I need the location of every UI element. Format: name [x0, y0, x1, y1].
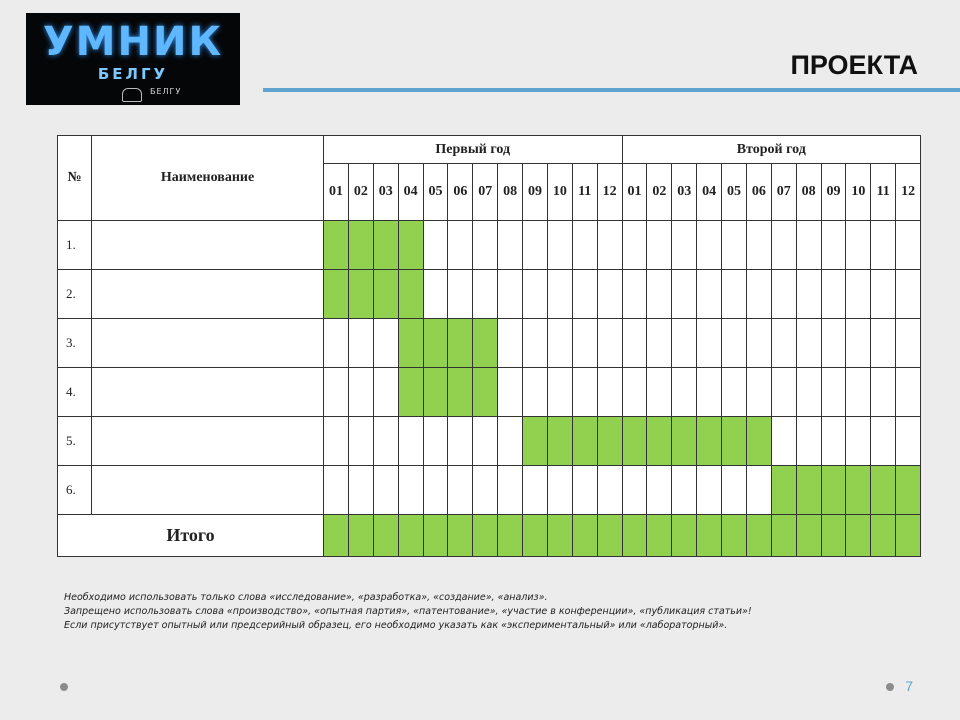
month-header: 04 — [398, 164, 423, 221]
gantt-cell — [373, 368, 398, 417]
gantt-cell — [523, 319, 548, 368]
gantt-cell — [746, 466, 771, 515]
gantt-cell — [896, 368, 921, 417]
gantt-cell — [448, 515, 473, 557]
row-name — [92, 368, 324, 417]
gantt-cell — [622, 466, 647, 515]
month-header: 11 — [871, 164, 896, 221]
gantt-cell — [647, 270, 672, 319]
table-row — [58, 368, 921, 417]
gantt-cell — [448, 466, 473, 515]
gantt-cell — [473, 221, 498, 270]
gantt-cell — [398, 319, 423, 368]
gantt-cell — [871, 466, 896, 515]
month-header: 11 — [572, 164, 597, 221]
month-header: 06 — [448, 164, 473, 221]
gantt-cell — [448, 270, 473, 319]
gantt-cell — [746, 368, 771, 417]
gantt-cell — [672, 417, 697, 466]
month-header: 12 — [597, 164, 622, 221]
gantt-cell — [523, 221, 548, 270]
gantt-cell — [498, 466, 523, 515]
gantt-cell — [796, 515, 821, 557]
gantt-cell — [697, 368, 722, 417]
table-row — [58, 417, 921, 466]
gantt-cell — [572, 368, 597, 417]
gantt-cell — [547, 221, 572, 270]
gantt-cell — [771, 417, 796, 466]
gantt-cell — [572, 466, 597, 515]
gantt-cell — [622, 417, 647, 466]
gantt-cell — [697, 417, 722, 466]
gantt-cell — [373, 417, 398, 466]
month-header: 10 — [547, 164, 572, 221]
gantt-cell — [597, 319, 622, 368]
page-title: ПРОЕКТА — [790, 50, 918, 80]
gantt-cell — [746, 270, 771, 319]
logo-small-text: БЕЛГУ — [150, 87, 182, 96]
gantt-cell — [722, 515, 747, 557]
row-number: 2. — [58, 270, 92, 319]
title-rule — [263, 88, 960, 92]
gantt-cell — [647, 515, 672, 557]
gantt-cell — [547, 417, 572, 466]
gantt-cell — [647, 368, 672, 417]
gantt-cell — [448, 417, 473, 466]
gantt-cell — [846, 466, 871, 515]
gantt-cell — [647, 417, 672, 466]
table-row — [58, 270, 921, 319]
gantt-cell — [423, 270, 448, 319]
gantt-cell — [348, 515, 373, 557]
gantt-cell — [324, 368, 349, 417]
gantt-cell — [821, 515, 846, 557]
month-header: 01 — [324, 164, 349, 221]
gantt-table — [57, 135, 921, 557]
gantt-cell — [647, 466, 672, 515]
month-header: 07 — [473, 164, 498, 221]
gantt-cell — [771, 221, 796, 270]
gantt-cell — [846, 221, 871, 270]
gantt-cell — [597, 368, 622, 417]
gantt-cell — [697, 221, 722, 270]
gantt-cell — [448, 319, 473, 368]
notes — [64, 591, 924, 633]
total-row — [58, 515, 921, 557]
gantt-cell — [796, 368, 821, 417]
page-number: 7 — [905, 678, 913, 694]
gantt-cell — [547, 270, 572, 319]
gantt-cell — [672, 368, 697, 417]
gantt-cell — [722, 368, 747, 417]
gantt-cell — [547, 368, 572, 417]
gantt-cell — [871, 319, 896, 368]
gantt-cell — [423, 515, 448, 557]
gantt-cell — [423, 319, 448, 368]
gantt-cell — [796, 417, 821, 466]
gantt-cell — [622, 270, 647, 319]
gantt-cell — [896, 515, 921, 557]
gantt-cell — [597, 466, 622, 515]
gantt-cell — [746, 319, 771, 368]
gantt-cell — [473, 515, 498, 557]
row-name — [92, 221, 324, 270]
year2-header: Второй год — [622, 136, 921, 164]
gantt-cell — [746, 417, 771, 466]
gantt-cell — [572, 417, 597, 466]
row-number: 6. — [58, 466, 92, 515]
gantt-cell — [672, 221, 697, 270]
gantt-cell — [697, 270, 722, 319]
gantt-cell — [398, 466, 423, 515]
gantt-cell — [348, 270, 373, 319]
right-dot-icon — [886, 683, 894, 691]
gantt-cell — [796, 466, 821, 515]
gantt-cell — [348, 221, 373, 270]
gantt-cell — [821, 466, 846, 515]
gantt-cell — [896, 466, 921, 515]
gantt-cell — [821, 270, 846, 319]
gantt-cell — [498, 368, 523, 417]
gantt-cell — [572, 221, 597, 270]
gantt-cell — [373, 270, 398, 319]
gantt-cell — [722, 417, 747, 466]
month-header: 08 — [498, 164, 523, 221]
year1-header: Первый год — [324, 136, 623, 164]
gantt-cell — [498, 221, 523, 270]
logo-main-text: УМНИК — [42, 19, 224, 65]
gantt-cell — [324, 417, 349, 466]
gantt-cell — [722, 319, 747, 368]
gantt-cell — [796, 319, 821, 368]
gantt-cell — [622, 368, 647, 417]
gantt-cell — [597, 417, 622, 466]
gantt-cell — [871, 515, 896, 557]
gantt-cell — [547, 466, 572, 515]
gantt-cell — [373, 515, 398, 557]
gantt-cell — [821, 368, 846, 417]
gantt-cell — [622, 221, 647, 270]
gantt-cell — [348, 466, 373, 515]
gantt-cell — [597, 221, 622, 270]
gantt-cell — [796, 221, 821, 270]
gantt-cell — [771, 515, 796, 557]
gantt-cell — [846, 319, 871, 368]
gantt-cell — [647, 221, 672, 270]
gantt-cell — [423, 368, 448, 417]
month-header: 10 — [846, 164, 871, 221]
gantt-cell — [473, 417, 498, 466]
logo — [26, 13, 240, 105]
month-header: 07 — [771, 164, 796, 221]
gantt-cell — [871, 368, 896, 417]
month-header: 01 — [622, 164, 647, 221]
gantt-cell — [821, 417, 846, 466]
gantt-cell — [572, 270, 597, 319]
col-num-header: № — [58, 136, 92, 221]
row-number: 4. — [58, 368, 92, 417]
gantt-cell — [672, 270, 697, 319]
gantt-cell — [672, 466, 697, 515]
note-line: Если присутствует опытный или предсерийный образец, его необходимо указать как «экспериментальный» или «лабораторный». — [64, 620, 728, 631]
gantt-cell — [373, 221, 398, 270]
row-number: 5. — [58, 417, 92, 466]
emblem-icon — [122, 88, 142, 102]
gantt-cell — [572, 515, 597, 557]
gantt-cell — [771, 270, 796, 319]
gantt-cell — [498, 319, 523, 368]
gantt-cell — [398, 270, 423, 319]
total-label: Итого — [58, 515, 324, 557]
gantt-cell — [324, 270, 349, 319]
gantt-cell — [771, 368, 796, 417]
note-line: Необходимо использовать только слова «исследование», «разработка», «создание», «анализ». — [64, 592, 548, 603]
gantt-cell — [473, 466, 498, 515]
month-header: 09 — [523, 164, 548, 221]
gantt-cell — [672, 319, 697, 368]
gantt-cell — [324, 515, 349, 557]
gantt-cell — [398, 417, 423, 466]
gantt-cell — [448, 221, 473, 270]
gantt-cell — [348, 417, 373, 466]
month-header: 03 — [373, 164, 398, 221]
gantt-cell — [846, 417, 871, 466]
gantt-cell — [547, 515, 572, 557]
gantt-cell — [523, 368, 548, 417]
gantt-cell — [722, 270, 747, 319]
month-header: 05 — [423, 164, 448, 221]
left-dot-icon — [60, 683, 68, 691]
gantt-cell — [398, 221, 423, 270]
month-header: 08 — [796, 164, 821, 221]
gantt-cell — [746, 515, 771, 557]
gantt-cell — [846, 270, 871, 319]
gantt-cell — [523, 270, 548, 319]
month-header: 05 — [722, 164, 747, 221]
gantt-cell — [473, 319, 498, 368]
gantt-cell — [846, 368, 871, 417]
gantt-cell — [498, 515, 523, 557]
gantt-cell — [722, 221, 747, 270]
gantt-cell — [896, 319, 921, 368]
gantt-cell — [846, 515, 871, 557]
gantt-cell — [398, 515, 423, 557]
gantt-cell — [523, 466, 548, 515]
gantt-cell — [498, 270, 523, 319]
gantt-cell — [821, 221, 846, 270]
table-row — [58, 319, 921, 368]
gantt-cell — [423, 417, 448, 466]
gantt-cell — [722, 466, 747, 515]
gantt-cell — [348, 368, 373, 417]
month-header: 06 — [746, 164, 771, 221]
month-header: 03 — [672, 164, 697, 221]
month-header: 12 — [896, 164, 921, 221]
row-number: 3. — [58, 319, 92, 368]
month-header: 02 — [348, 164, 373, 221]
gantt-cell — [498, 417, 523, 466]
gantt-cell — [572, 319, 597, 368]
gantt-cell — [324, 466, 349, 515]
gantt-cell — [672, 515, 697, 557]
row-name — [92, 270, 324, 319]
gantt-cell — [448, 368, 473, 417]
row-name — [92, 466, 324, 515]
row-name — [92, 417, 324, 466]
gantt-cell — [796, 270, 821, 319]
gantt-cell — [348, 319, 373, 368]
gantt-cell — [622, 515, 647, 557]
gantt-cell — [622, 319, 647, 368]
gantt-cell — [473, 270, 498, 319]
gantt-cell — [398, 368, 423, 417]
gantt-cell — [373, 319, 398, 368]
gantt-cell — [896, 221, 921, 270]
table-row — [58, 221, 921, 270]
month-header: 04 — [697, 164, 722, 221]
col-name-header: Наименование — [92, 136, 324, 221]
gantt-cell — [896, 270, 921, 319]
gantt-cell — [871, 221, 896, 270]
month-header: 09 — [821, 164, 846, 221]
gantt-cell — [871, 270, 896, 319]
gantt-cell — [324, 221, 349, 270]
gantt-cell — [423, 466, 448, 515]
gantt-cell — [473, 368, 498, 417]
logo-sub-text: БЕЛГУ — [97, 65, 169, 83]
gantt-cell — [746, 221, 771, 270]
note-line: Запрещено использовать слова «производство», «опытная партия», «патентование», «участие в конференции», «публикация статьи»! — [64, 606, 752, 617]
gantt-cell — [597, 270, 622, 319]
gantt-cell — [871, 417, 896, 466]
gantt-cell — [423, 221, 448, 270]
month-header: 02 — [647, 164, 672, 221]
gantt-cell — [821, 319, 846, 368]
row-number: 1. — [58, 221, 92, 270]
gantt-cell — [896, 417, 921, 466]
gantt-cell — [771, 319, 796, 368]
gantt-cell — [324, 319, 349, 368]
gantt-cell — [597, 515, 622, 557]
gantt-cell — [697, 515, 722, 557]
gantt-cell — [697, 466, 722, 515]
gantt-cell — [523, 417, 548, 466]
gantt-cell — [373, 466, 398, 515]
row-name — [92, 319, 324, 368]
gantt-cell — [771, 466, 796, 515]
table-row — [58, 466, 921, 515]
gantt-cell — [523, 515, 548, 557]
gantt-cell — [647, 319, 672, 368]
gantt-cell — [547, 319, 572, 368]
gantt-cell — [697, 319, 722, 368]
